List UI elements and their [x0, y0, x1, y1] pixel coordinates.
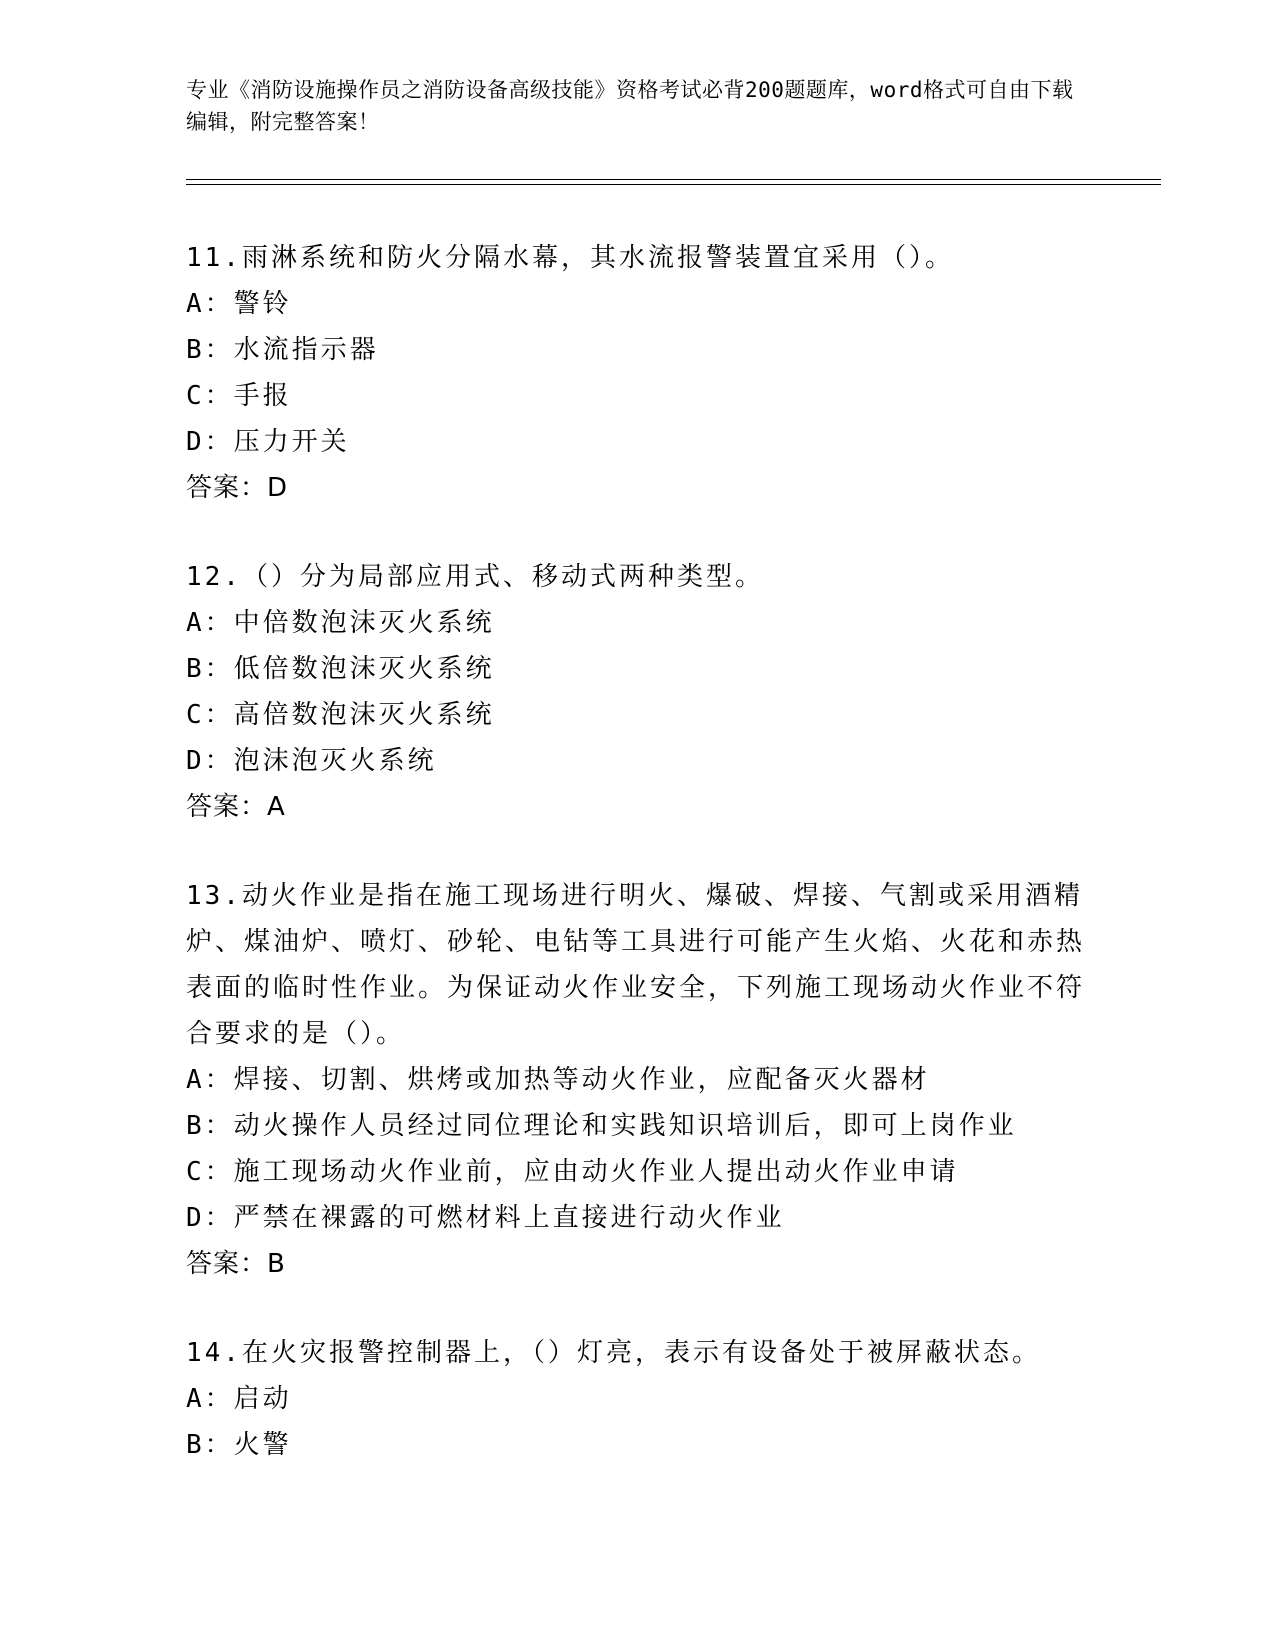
- answer-line: 答案：D: [186, 473, 289, 503]
- option-d: D：严禁在裸露的可燃材料上直接进行动火作业: [186, 1203, 785, 1233]
- question-14: [186, 1330, 1086, 1468]
- question-13: [186, 873, 1086, 1287]
- question-stem: 12.（）分为局部应用式、移动式两种类型。: [186, 562, 764, 592]
- option-a: A：中倍数泡沫灭火系统: [186, 608, 495, 638]
- option-b: B：火警: [186, 1430, 292, 1460]
- header-divider-top: [186, 179, 1161, 180]
- question-list: [186, 235, 1086, 1511]
- option-b: B：水流指示器: [186, 335, 379, 365]
- option-b: B：动火操作人员经过同位理论和实践知识培训后，即可上岗作业: [186, 1111, 1017, 1141]
- option-a: A：启动: [186, 1384, 292, 1414]
- document-header: 专业《消防设施操作员之消防设备高级技能》资格考试必背200题题库，word格式可自由下载编辑，附完整答案！: [186, 78, 1074, 134]
- option-d: D：压力开关: [186, 427, 350, 457]
- question-stem: 11.雨淋系统和防火分隔水幕，其水流报警装置宜采用（）。: [186, 243, 954, 273]
- question-stem: 13.动火作业是指在施工现场进行明火、爆破、焊接、气割或采用酒精炉、煤油炉、喷灯、砂轮、电钻等工具进行可能产生火焰、火花和赤热表面的临时性作业。为保证动火作业安全，下列施工现场动火作业不符合要求的是（）。: [186, 881, 1086, 1049]
- question-stem: 14.在火灾报警控制器上，（）灯亮，表示有设备处于被屏蔽状态。: [186, 1338, 1041, 1368]
- option-a: A：警铃: [186, 289, 292, 319]
- option-c: C：施工现场动火作业前，应由动火作业人提出动火作业申请: [186, 1157, 959, 1187]
- option-c: C：高倍数泡沫灭火系统: [186, 700, 495, 730]
- question-12: [186, 554, 1086, 830]
- answer-line: 答案：B: [186, 1249, 286, 1279]
- question-11: [186, 235, 1086, 511]
- option-d: D：泡沫泡灭火系统: [186, 746, 437, 776]
- answer-line: 答案：A: [186, 792, 286, 822]
- option-c: C：手报: [186, 381, 292, 411]
- option-a: A：焊接、切割、烘烤或加热等动火作业，应配备灭火器材: [186, 1065, 930, 1095]
- option-b: B：低倍数泡沫灭火系统: [186, 654, 495, 684]
- header-divider-bottom: [186, 184, 1161, 185]
